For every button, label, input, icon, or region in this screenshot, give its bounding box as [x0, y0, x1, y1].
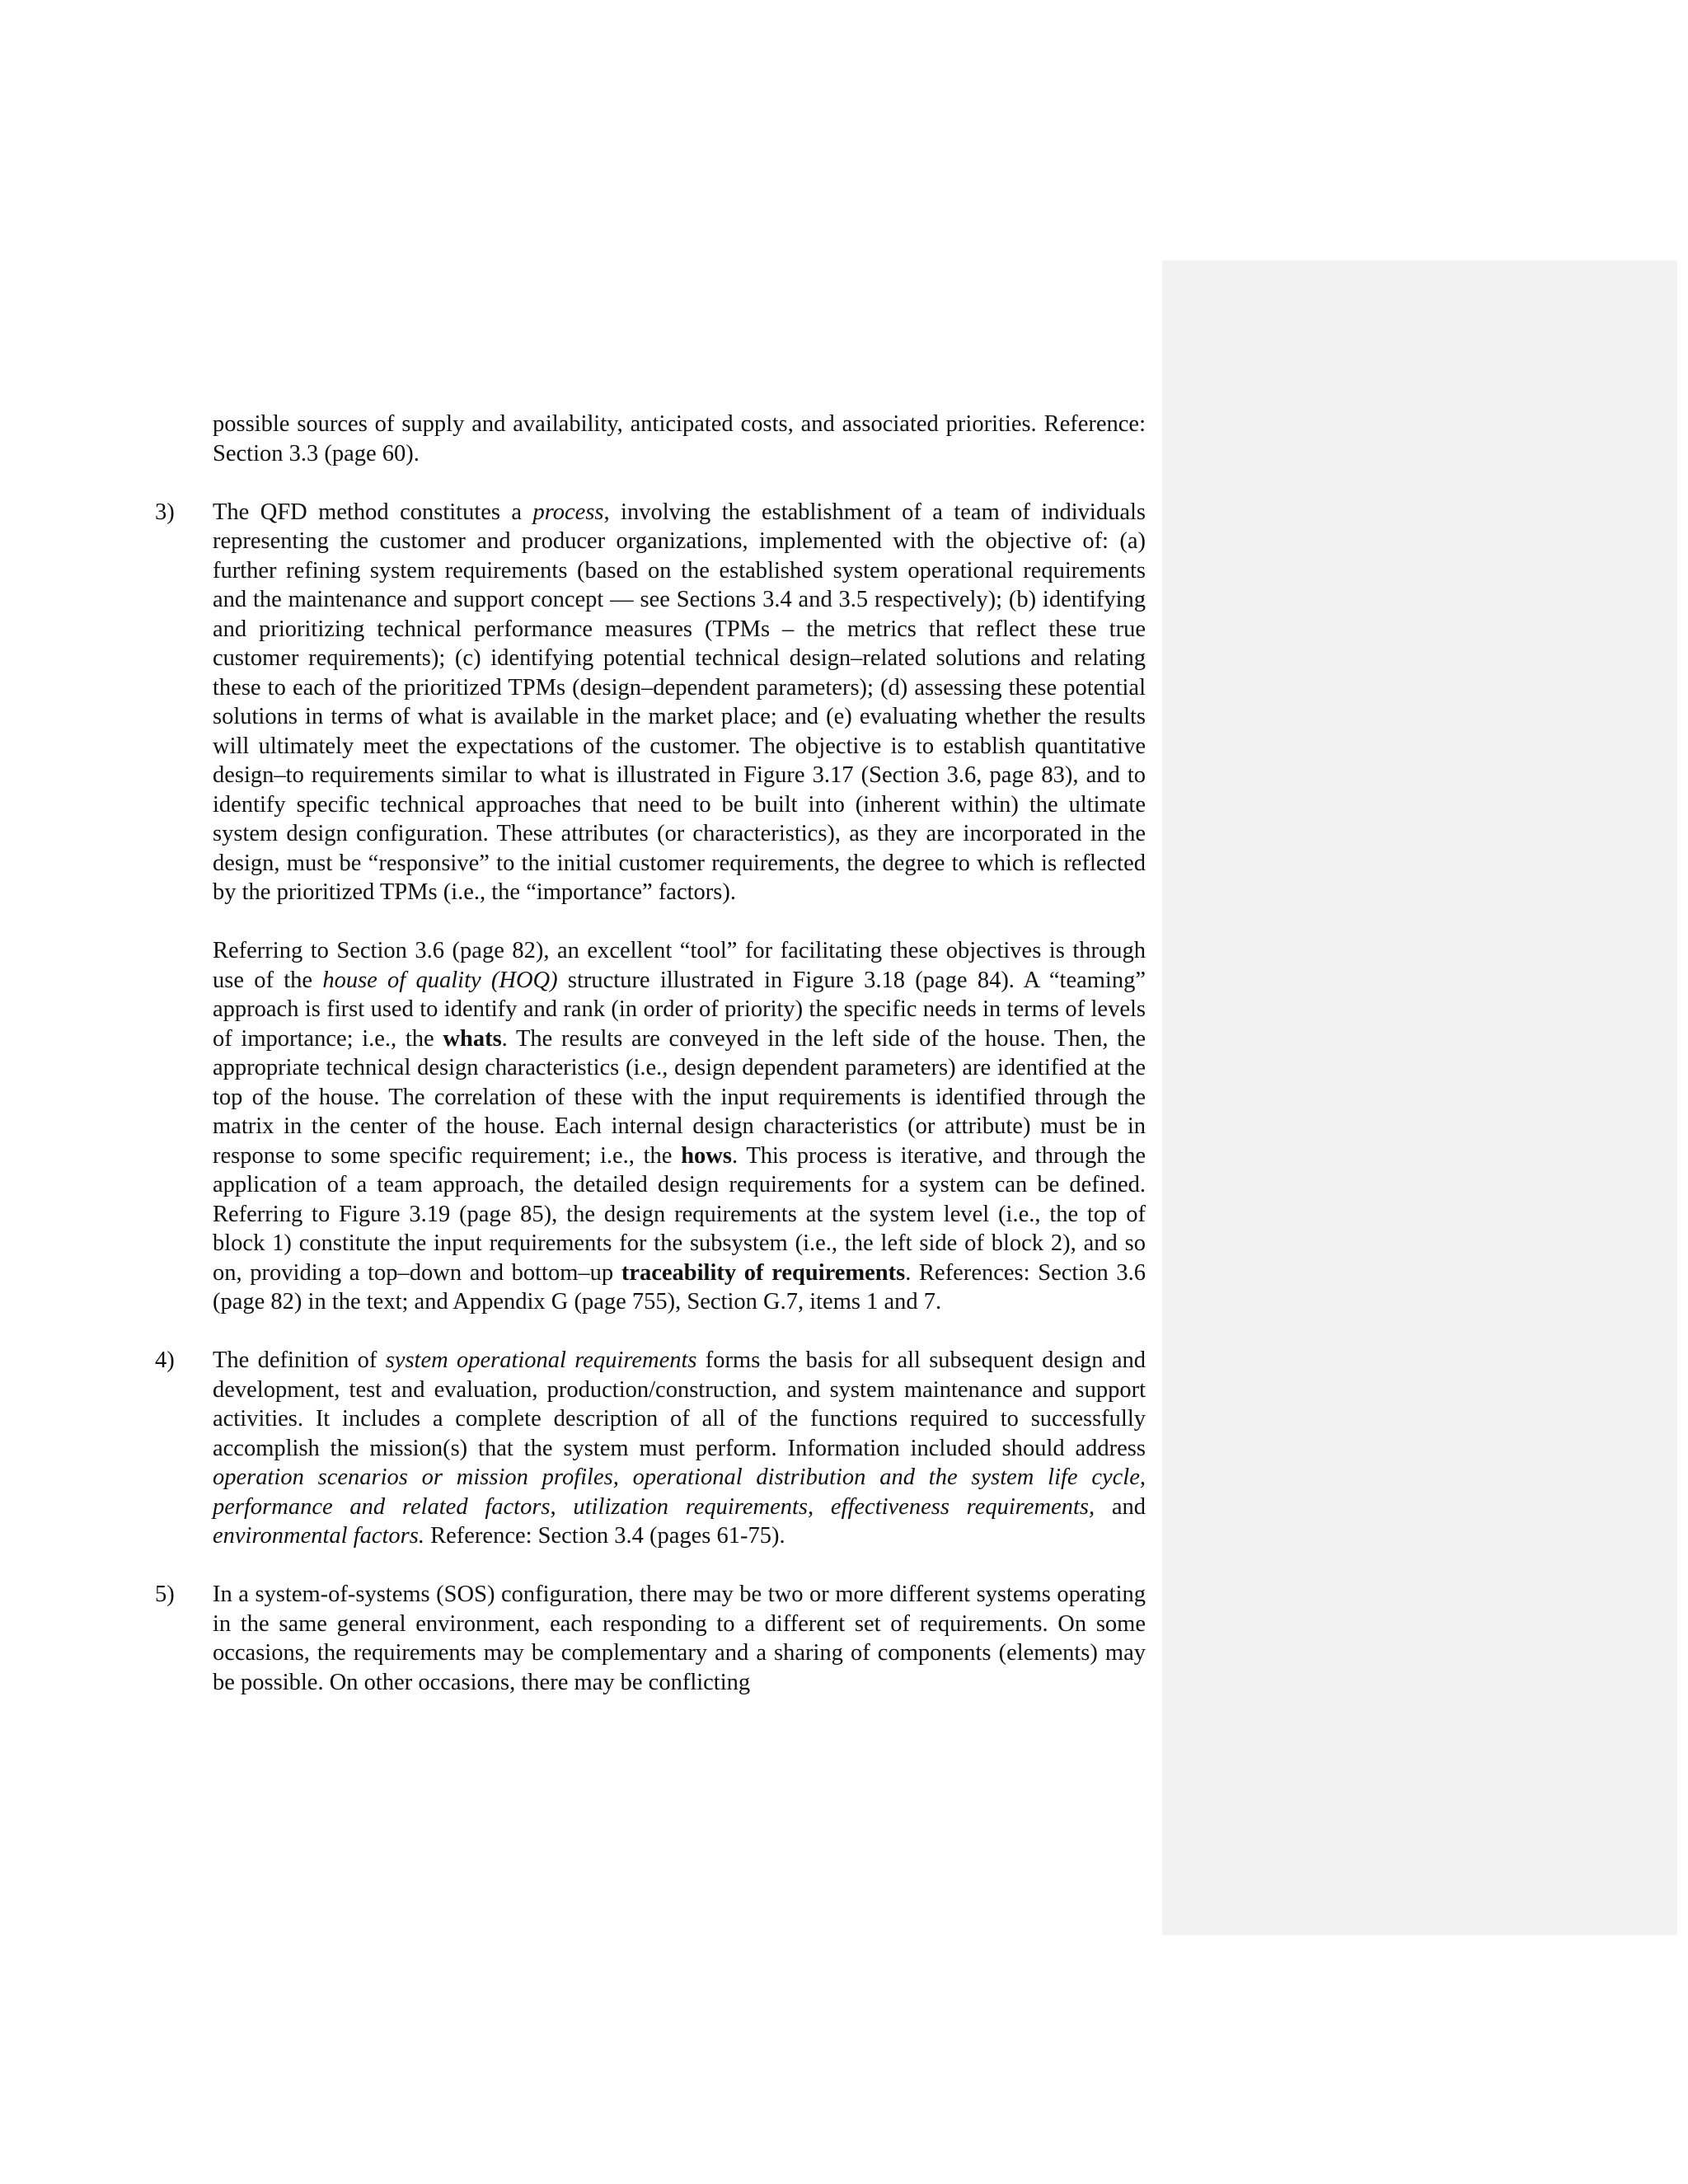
comment-margin-pane [1162, 260, 1677, 1935]
item3-paragraph-1: The QFD method constitutes a process, involving the establishment of a team of individuals representing the customer and producer organizations, implemented with the objective of: (a) further refining system requirements (based on the established system operational requirements and the maintenance and support concept — see Sections 3.4 and 3.5 respectively); (b) identifying and prioritizing technical performance measures (TPMs – the metrics that reflect these true customer requirements); (c) identifying potential technical design–related solutions and relating these to each of the prioritized TPMs (design–dependent parameters); (d) assessing these potential solutions in terms of what is available in the market place; and (e) evaluating whether the results will ultimately meet the expectations of the customer. The objective is to establish quantitative design–to requirements similar to what is illustrated in Figure 3.17 (Section 3.6, page 83), and to identify specific technical approaches that need to be built into (inherent within) the ultimate system design configuration. These attributes (or characteristics), as they are incorporated in the design, must be “responsive” to the initial customer requirements, the degree to which is reflected by the prioritized TPMs (i.e., the “importance” factors). [213, 499, 1146, 905]
paragraph-spacer [213, 468, 1146, 498]
paragraph-spacer [213, 1551, 1146, 1581]
item3-paragraph-2: Referring to Section 3.6 (page 82), an excellent “tool” for facilitating these objectives is through use of the house of quality (HOQ) structure illustrated in Figure 3.18 (page 84). A “teaming” approach is first used to identify and rank (in order of priority) the specific needs in terms of levels of importance; i.e., the whats. The results are conveyed in the left side of the house. Then, the appropriate technical design characteristics (i.e., design dependent parameters) are identified at the top of the house. The correlation of these with the input requirements is identified through the matrix in the center of the house. Each internal design characteristics (or attribute) must be in response to some specific requirement; i.e., the hows. This process is iterative, and through the application of a team approach, the detailed design requirements for a system can be defined. Referring to Figure 3.19 (page 85), the design requirements at the system level (i.e., the top of block 1) constitute the input requirements for the subsystem (i.e., the left side of block 2), and so on, providing a top–down and bottom–up traceability of requirements. References: Section 3.6 (page 82) in the text; and Appendix G (page 755), Section G.7, items 1 and 7. [213, 938, 1146, 1315]
list-number: 5) [155, 1582, 175, 1607]
list-item-3 [155, 498, 1146, 1317]
emphasis-text: house of quality (HOQ) [322, 967, 558, 993]
list-item-4 [155, 1346, 1146, 1551]
list-item-5 [155, 1580, 1146, 1697]
list-number: 3) [155, 499, 175, 525]
document-body [155, 410, 1146, 1697]
emphasis-text: process [532, 499, 604, 525]
item5-paragraph: In a system-of-systems (SOS) configuration, there may be two or more different systems operating in the same general environment, each responding to a different set of requirements. On some occasions, the requirements may be complementary and a sharing of components (elements) may be possible. On other occasions, there may be conflicting [213, 1582, 1146, 1695]
bold-term: whats [443, 1025, 502, 1052]
paragraph-spacer [213, 907, 1146, 937]
bold-term: hows [681, 1142, 732, 1169]
emphasis-text: environmental factors. [213, 1523, 424, 1549]
emphasis-text: operation scenarios or mission profiles, operational distribution and the system life cycle, performance and related factors, utilization requirements, effectiveness requirements, [213, 1465, 1146, 1520]
list-number: 4) [155, 1347, 175, 1373]
bold-term: traceability of requirements [621, 1259, 906, 1286]
emphasis-text: system operational requirements [385, 1347, 697, 1373]
item4-paragraph: The definition of system operational requirements forms the basis for all subsequent design and development, test and evaluation, production/construction, and system maintenance and support activities. It includes a complete description of all of the functions required to successfully accomplish the mission(s) that the system must perform. Information included should address operation scenarios or mission profiles, operational distribution and the system life cycle, performance and related factors, utilization requirements, effectiveness requirements, and environmental factors. Reference: Section 3.4 (pages 61-75). [213, 1347, 1146, 1549]
continuation-paragraph: possible sources of supply and availability, anticipated costs, and associated priorities. Reference: Section 3.3 (page 60). [213, 411, 1146, 466]
paragraph-spacer [213, 1317, 1146, 1347]
